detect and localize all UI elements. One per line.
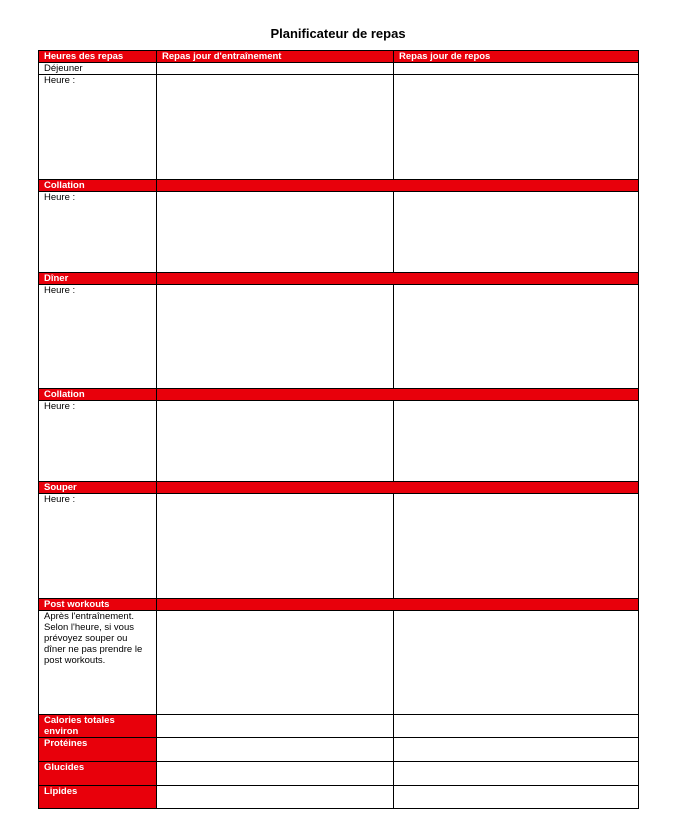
meal-body (39, 75, 639, 180)
cell[interactable] (157, 63, 394, 75)
meal-body (39, 611, 639, 715)
total-label: Glucides (39, 762, 157, 786)
cell[interactable] (157, 715, 394, 738)
total-label: Lipides (39, 786, 157, 809)
meal-row-collation-2 (39, 389, 639, 401)
rest-cell[interactable] (394, 75, 639, 180)
cell[interactable] (394, 786, 639, 809)
header-training-day: Repas jour d'entraînement (157, 51, 394, 63)
meal-row-post-workouts (39, 599, 639, 611)
total-label: Protéines (39, 738, 157, 762)
cell[interactable] (157, 762, 394, 786)
cell[interactable] (394, 63, 639, 75)
page-title: Planificateur de repas (270, 26, 406, 41)
meal-body (39, 192, 639, 273)
header-row (39, 51, 639, 63)
meal-row-collation (39, 180, 639, 192)
meal-planner-table (38, 50, 639, 809)
header-meal-times: Heures des repas (39, 51, 157, 63)
training-cell[interactable] (157, 494, 394, 599)
rest-cell[interactable] (394, 494, 639, 599)
total-row-calories (39, 715, 639, 738)
meal-label: Déjeuner (39, 63, 157, 75)
total-row-proteins (39, 738, 639, 762)
cell[interactable] (394, 738, 639, 762)
meal-body (39, 401, 639, 482)
meal-label: Post workouts (39, 599, 157, 611)
total-label: Calories totales environ (39, 715, 157, 738)
total-row-carbs (39, 762, 639, 786)
post-workout-note: Après l'entraînement. Selon l'heure, si vous prévoyez souper ou dîner ne pas prendre le post workouts. (39, 611, 157, 715)
time-label: Heure : (39, 494, 157, 599)
cell[interactable] (394, 715, 639, 738)
training-cell[interactable] (157, 611, 394, 715)
cell[interactable] (157, 738, 394, 762)
training-cell[interactable] (157, 401, 394, 482)
cell[interactable] (157, 786, 394, 809)
time-label: Heure : (39, 401, 157, 482)
meal-label: Collation (39, 389, 157, 401)
training-cell[interactable] (157, 285, 394, 389)
meal-label: Collation (39, 180, 157, 192)
time-label: Heure : (39, 75, 157, 180)
meal-label: Dîner (39, 273, 157, 285)
training-cell[interactable] (157, 192, 394, 273)
rest-cell[interactable] (394, 192, 639, 273)
training-cell[interactable] (157, 75, 394, 180)
rest-cell[interactable] (394, 401, 639, 482)
meal-body (39, 494, 639, 599)
meal-label: Souper (39, 482, 157, 494)
meal-row-souper (39, 482, 639, 494)
cell[interactable] (394, 762, 639, 786)
rest-cell[interactable] (394, 611, 639, 715)
header-rest-day: Repas jour de repos (394, 51, 639, 63)
total-row-fats (39, 786, 639, 809)
meal-row-diner (39, 273, 639, 285)
time-label: Heure : (39, 285, 157, 389)
meal-row-dejeuner (39, 63, 639, 75)
rest-cell[interactable] (394, 285, 639, 389)
time-label: Heure : (39, 192, 157, 273)
meal-body (39, 285, 639, 389)
